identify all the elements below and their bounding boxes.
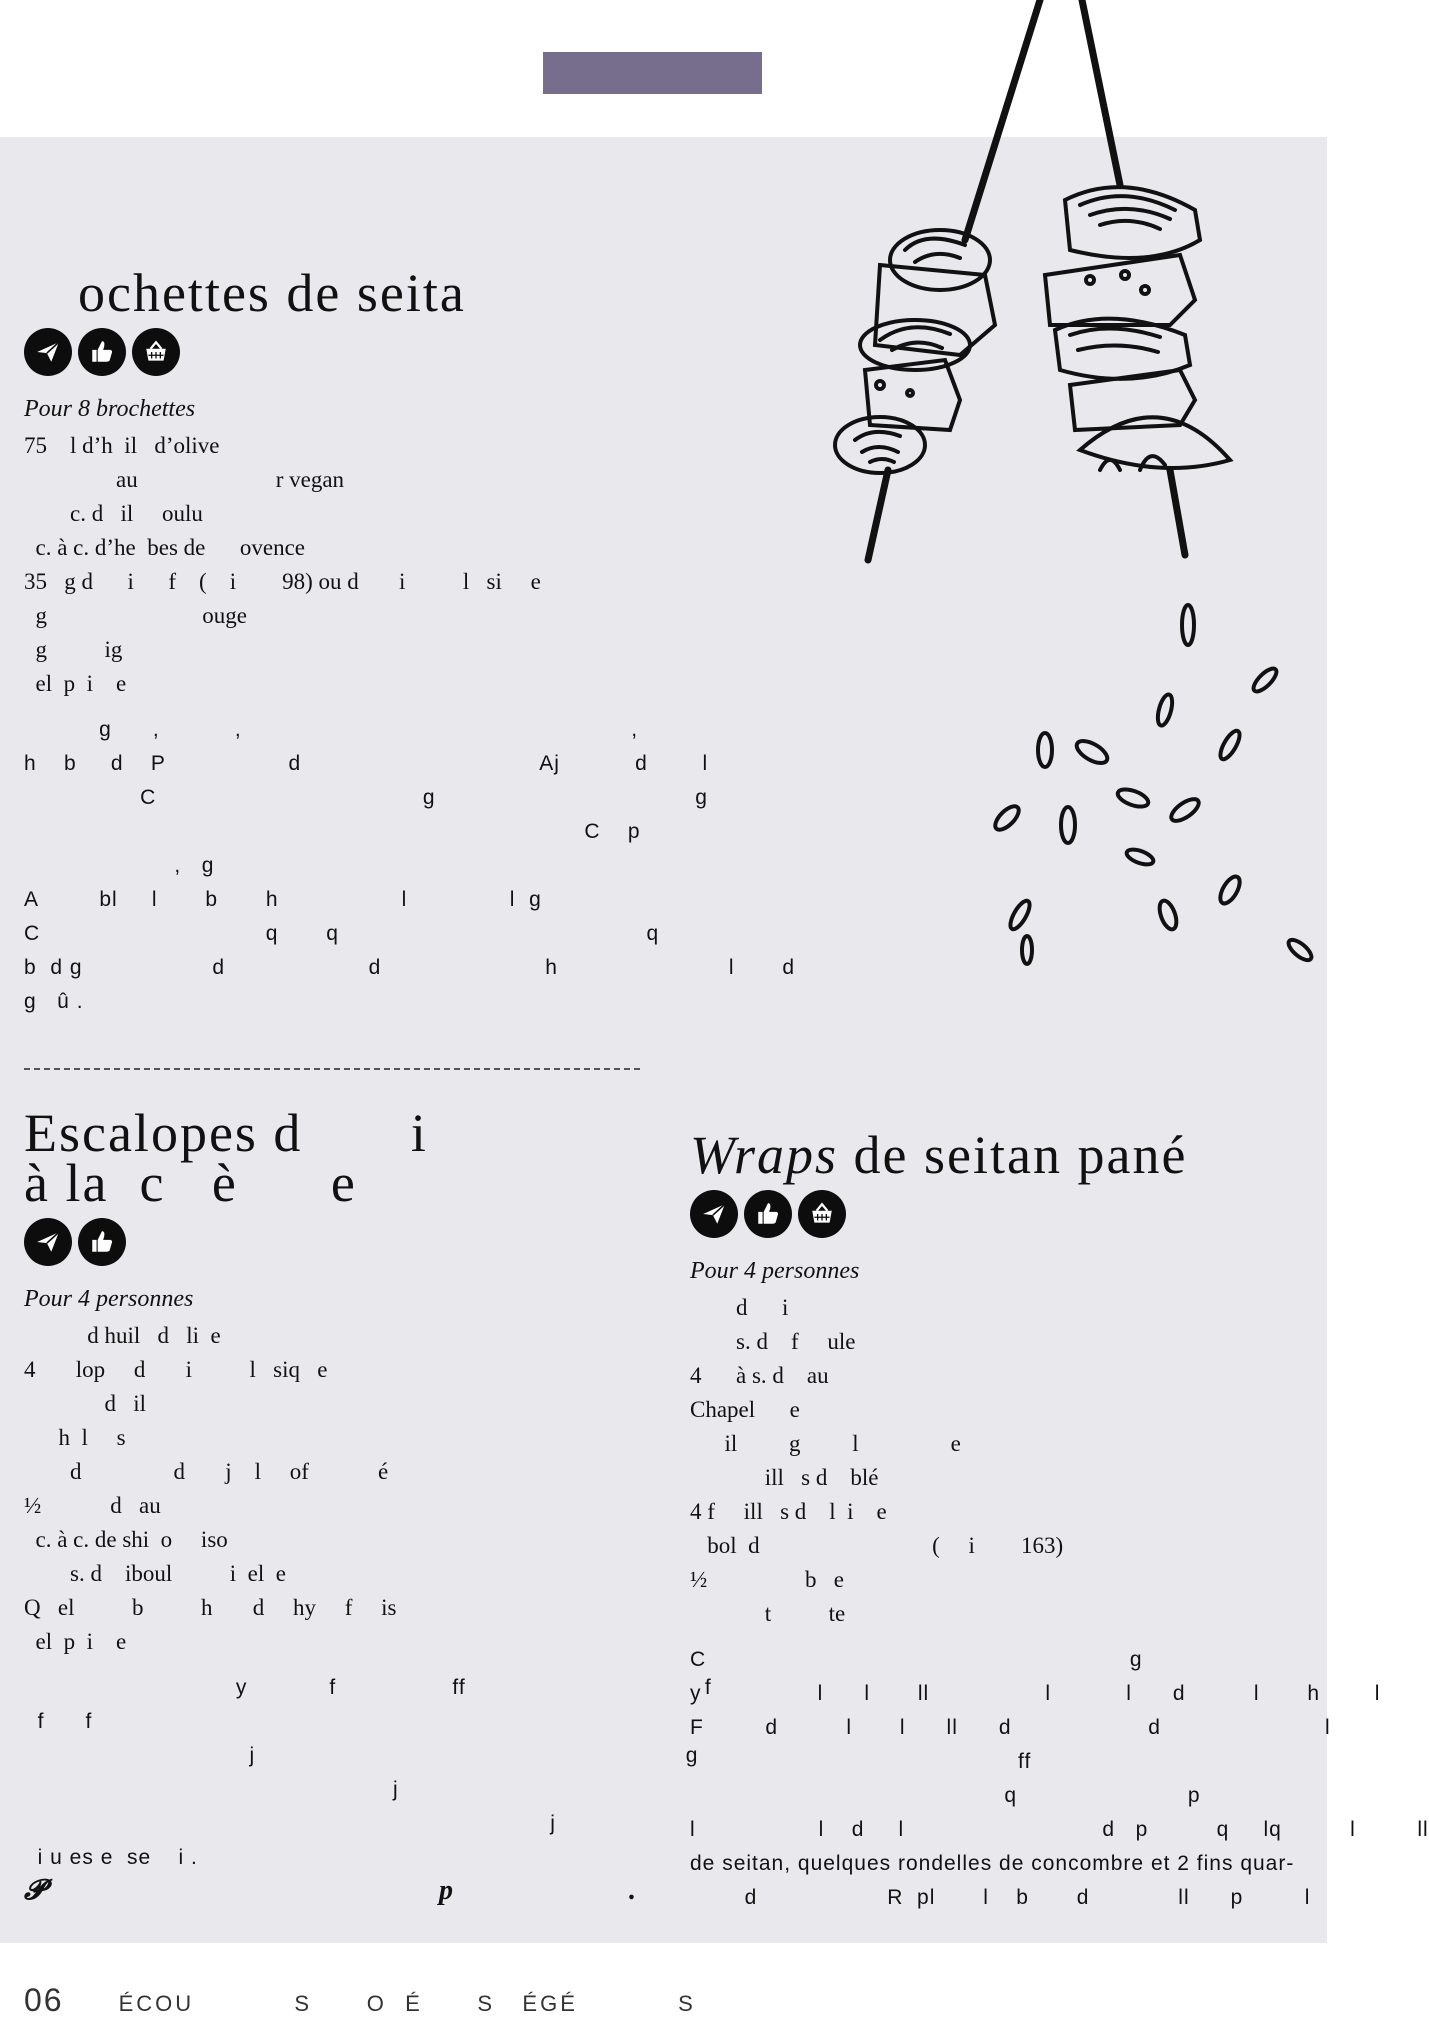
footer-text: ÉCOU S O É S ÉGÉ S xyxy=(118,1991,696,2016)
serving-size: Pour 8 brochettes xyxy=(24,396,196,422)
section-divider xyxy=(24,1068,640,1070)
step-line: f f xyxy=(24,1710,93,1733)
ingredient: 4 lop d i l siq e xyxy=(24,1357,328,1382)
page-number: 06 xyxy=(24,1982,64,2018)
thumbs-up-icon[interactable] xyxy=(78,328,126,376)
header-accent-bar xyxy=(543,52,762,94)
final-note-left: 𝓟 xyxy=(24,1875,45,1906)
recipe-steps xyxy=(24,1671,712,1875)
recipe-brochettes xyxy=(24,263,796,1019)
ingredient: g ouge xyxy=(24,603,247,628)
recipe-escalopes xyxy=(24,1103,712,1915)
ingredient-list xyxy=(690,1291,1320,1631)
ingredient: c. à c. de shi o iso xyxy=(24,1527,228,1552)
ingredient: ½ d au xyxy=(24,1493,161,1518)
step-line: j xyxy=(24,1778,399,1801)
step-line: i u es e se i . xyxy=(24,1846,198,1869)
step-line: j g xyxy=(24,1744,699,1767)
ingredient: ill s d blé xyxy=(690,1465,879,1490)
step-line: , g xyxy=(24,854,215,877)
ingredient: d d j l of é xyxy=(24,1459,389,1484)
page-footer xyxy=(24,1982,696,2019)
paper-plane-icon[interactable] xyxy=(690,1190,738,1238)
ingredient: Q el b h d hy f is xyxy=(24,1595,397,1620)
basket-icon[interactable] xyxy=(798,1190,846,1238)
ingredient: au r vegan xyxy=(24,467,345,492)
recipe-icons xyxy=(690,1190,1320,1238)
ingredient: 35 g d i f ( i 98) ou d i l si e xyxy=(24,569,541,594)
final-note-right: . xyxy=(629,1875,636,1906)
ingredient: ½ b e xyxy=(690,1567,844,1592)
ingredient: Chapel e xyxy=(690,1397,800,1422)
ingredient: el p i e xyxy=(24,1629,127,1654)
step-line: q p xyxy=(690,1784,1201,1807)
step-line: C g g xyxy=(24,786,708,809)
thumbs-up-icon[interactable] xyxy=(744,1190,792,1238)
title-italic: Wraps xyxy=(690,1125,839,1185)
step-line: C q q q xyxy=(24,922,660,945)
skewer-illustration xyxy=(820,0,1340,980)
step-line: j xyxy=(24,1812,556,1835)
recipe-title xyxy=(690,1125,1320,1185)
ingredient: h l s xyxy=(24,1425,126,1450)
step-line: C g xyxy=(690,1648,1143,1671)
final-note-mid: p xyxy=(439,1875,453,1906)
ingredient: d i xyxy=(690,1295,789,1320)
basket-icon[interactable] xyxy=(132,328,180,376)
step-line: F d l l ll d d l xyxy=(690,1716,1331,1739)
serving-size: Pour 4 personnes xyxy=(24,1286,194,1312)
ingredient: c. à c. d’he bes de ovence xyxy=(24,535,305,560)
title-rest: de seitan pané xyxy=(838,1125,1188,1185)
step-line: g û . xyxy=(24,990,84,1013)
recipe-wraps xyxy=(690,1125,1429,1915)
ingredient: t te xyxy=(690,1601,846,1626)
ingredient: c. d il oulu xyxy=(24,501,203,526)
ingredient: s. d iboul i el e xyxy=(24,1561,286,1586)
paper-plane-icon[interactable] xyxy=(24,328,72,376)
step-line: d R pl l b d ll p l xyxy=(690,1886,1311,1909)
recipe-steps xyxy=(690,1643,1429,1915)
final-note xyxy=(24,1875,664,1915)
serving-size: Pour 4 personnes xyxy=(690,1258,860,1284)
ingredient: d huil d li e xyxy=(24,1323,221,1348)
recipe-steps xyxy=(24,713,796,1019)
paper-plane-icon[interactable] xyxy=(24,1218,72,1266)
ingredient: g ig xyxy=(24,637,123,662)
ingredient-list xyxy=(24,1319,664,1659)
ingredient: d il xyxy=(24,1391,147,1416)
ingredient: s. d f ule xyxy=(690,1329,856,1354)
ingredient: bol d ( i 163) xyxy=(690,1533,1064,1558)
title-line-1: Escalopes d i xyxy=(24,1103,428,1163)
ingredient: 4 f ill s d l i e xyxy=(690,1499,887,1524)
step-line: de seitan, quelques rondelles de concombre et 2 fins quar- xyxy=(690,1852,1295,1875)
title-line-2: à la c è e xyxy=(24,1153,357,1213)
recipe-icons xyxy=(24,328,674,376)
thumbs-up-icon[interactable] xyxy=(78,1218,126,1266)
recipe-icons xyxy=(24,1218,664,1266)
step-line: y f ff f xyxy=(24,1676,712,1699)
recipe-title: ochettes de seita xyxy=(78,263,466,323)
step-line: g , , , xyxy=(24,718,639,741)
ingredient: il g l e xyxy=(690,1431,961,1456)
ingredient-list xyxy=(24,429,674,701)
ingredient: 4 à s. d au xyxy=(690,1363,829,1388)
step-line: C p xyxy=(24,820,641,843)
recipe-title xyxy=(24,1103,664,1213)
step-line: b d g d d h l d xyxy=(24,956,796,979)
step-line: ff xyxy=(690,1750,1032,1773)
ingredient: el p i e xyxy=(24,671,127,696)
step-line: y l l ll l l d l h l xyxy=(690,1682,1381,1705)
step-line: l l d l d p q lq l ll xyxy=(690,1818,1429,1841)
step-line: h b d P d Aj d l xyxy=(24,752,709,775)
ingredient: 75 l d’h il d’olive xyxy=(24,433,220,458)
step-line: A bl l b h l l g xyxy=(24,888,542,911)
